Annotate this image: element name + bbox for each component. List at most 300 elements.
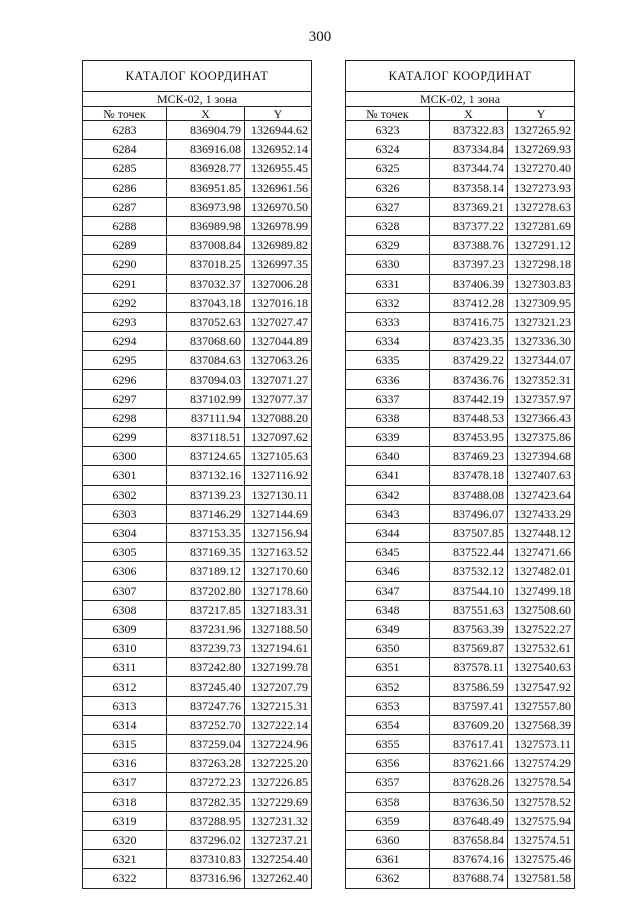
y-coordinate-cell: 1327063.26 xyxy=(245,351,312,370)
table-row xyxy=(346,428,575,447)
y-coordinate-cell: 1327407.63 xyxy=(508,466,575,485)
x-coordinate-cell: 837628.26 xyxy=(430,773,508,792)
table-row xyxy=(346,562,575,581)
x-coordinate-cell: 837416.75 xyxy=(430,312,508,331)
point-number-cell: 6349 xyxy=(346,619,430,638)
point-number-cell: 6332 xyxy=(346,293,430,312)
point-number-cell: 6342 xyxy=(346,485,430,504)
point-number-cell: 6319 xyxy=(83,811,167,830)
point-number-cell: 6336 xyxy=(346,370,430,389)
y-coordinate-cell: 1327163.52 xyxy=(245,543,312,562)
x-coordinate-cell: 837586.59 xyxy=(430,677,508,696)
x-coordinate-cell: 837442.19 xyxy=(430,389,508,408)
table-row xyxy=(83,466,312,485)
y-coordinate-cell: 1327130.11 xyxy=(245,485,312,504)
table-row xyxy=(346,543,575,562)
x-coordinate-cell: 837636.50 xyxy=(430,792,508,811)
point-number-cell: 6312 xyxy=(83,677,167,696)
table-row xyxy=(83,830,312,849)
point-number-cell: 6362 xyxy=(346,869,430,888)
x-coordinate-cell: 837084.63 xyxy=(167,351,245,370)
table-row xyxy=(83,504,312,523)
x-coordinate-cell: 837688.74 xyxy=(430,869,508,888)
table-row xyxy=(83,696,312,715)
point-number-cell: 6334 xyxy=(346,332,430,351)
y-coordinate-cell: 1327557.80 xyxy=(508,696,575,715)
point-number-cell: 6339 xyxy=(346,428,430,447)
point-number-cell: 6338 xyxy=(346,408,430,427)
table-row xyxy=(83,370,312,389)
y-coordinate-cell: 1327309.95 xyxy=(508,293,575,312)
header-y: Y xyxy=(245,107,312,121)
y-coordinate-cell: 1327581.58 xyxy=(508,869,575,888)
y-coordinate-cell: 1327423.64 xyxy=(508,485,575,504)
point-number-cell: 6347 xyxy=(346,581,430,600)
x-coordinate-cell: 836928.77 xyxy=(167,159,245,178)
point-number-cell: 6343 xyxy=(346,504,430,523)
y-coordinate-cell: 1327222.14 xyxy=(245,715,312,734)
point-number-cell: 6309 xyxy=(83,619,167,638)
x-coordinate-cell: 837118.51 xyxy=(167,428,245,447)
header-point-number: № точек xyxy=(83,107,167,121)
y-coordinate-cell: 1327547.92 xyxy=(508,677,575,696)
y-coordinate-cell: 1326989.82 xyxy=(245,236,312,255)
x-coordinate-cell: 837282.35 xyxy=(167,792,245,811)
y-coordinate-cell: 1327574.29 xyxy=(508,754,575,773)
x-coordinate-cell: 837397.23 xyxy=(430,255,508,274)
point-number-cell: 6301 xyxy=(83,466,167,485)
point-number-cell: 6333 xyxy=(346,312,430,331)
x-coordinate-cell: 837043.18 xyxy=(167,293,245,312)
table-row xyxy=(346,619,575,638)
point-number-cell: 6306 xyxy=(83,562,167,581)
catalog-body xyxy=(83,121,312,889)
y-coordinate-cell: 1327568.39 xyxy=(508,715,575,734)
header-x: X xyxy=(430,107,508,121)
x-coordinate-cell: 837068.60 xyxy=(167,332,245,351)
point-number-cell: 6353 xyxy=(346,696,430,715)
point-number-cell: 6359 xyxy=(346,811,430,830)
point-number-cell: 6324 xyxy=(346,140,430,159)
y-coordinate-cell: 1327270.40 xyxy=(508,159,575,178)
point-number-cell: 6340 xyxy=(346,447,430,466)
x-coordinate-cell: 837202.80 xyxy=(167,581,245,600)
y-coordinate-cell: 1327352.31 xyxy=(508,370,575,389)
table-row xyxy=(346,447,575,466)
x-coordinate-cell: 837153.35 xyxy=(167,523,245,542)
y-coordinate-cell: 1327336.30 xyxy=(508,332,575,351)
table-row xyxy=(83,332,312,351)
point-number-cell: 6287 xyxy=(83,197,167,216)
table-row xyxy=(83,581,312,600)
x-coordinate-cell: 836904.79 xyxy=(167,121,245,140)
x-coordinate-cell: 837259.04 xyxy=(167,735,245,754)
table-row xyxy=(83,274,312,293)
x-coordinate-cell: 837008.84 xyxy=(167,236,245,255)
point-number-cell: 6360 xyxy=(346,830,430,849)
x-coordinate-cell: 837124.65 xyxy=(167,447,245,466)
y-coordinate-cell: 1327144.69 xyxy=(245,504,312,523)
table-row xyxy=(346,389,575,408)
table-row xyxy=(83,850,312,869)
y-coordinate-cell: 1327578.54 xyxy=(508,773,575,792)
table-row xyxy=(83,543,312,562)
point-number-cell: 6295 xyxy=(83,351,167,370)
table-row xyxy=(346,466,575,485)
y-coordinate-cell: 1327229.69 xyxy=(245,792,312,811)
x-coordinate-cell: 837288.95 xyxy=(167,811,245,830)
table-row xyxy=(346,523,575,542)
y-coordinate-cell: 1327573.11 xyxy=(508,735,575,754)
table-row xyxy=(83,677,312,696)
y-coordinate-cell: 1327540.63 xyxy=(508,658,575,677)
y-coordinate-cell: 1327281.69 xyxy=(508,216,575,235)
table-row xyxy=(83,619,312,638)
table-row xyxy=(83,658,312,677)
x-coordinate-cell: 837217.85 xyxy=(167,600,245,619)
table-row xyxy=(83,121,312,140)
table-row xyxy=(83,236,312,255)
table-row xyxy=(83,562,312,581)
table-row xyxy=(83,735,312,754)
table-row xyxy=(346,504,575,523)
table-row xyxy=(346,274,575,293)
x-coordinate-cell: 837488.08 xyxy=(430,485,508,504)
table-row xyxy=(83,869,312,888)
x-coordinate-cell: 836973.98 xyxy=(167,197,245,216)
point-number-cell: 6318 xyxy=(83,792,167,811)
x-coordinate-cell: 837674.16 xyxy=(430,850,508,869)
x-coordinate-cell: 837453.95 xyxy=(430,428,508,447)
y-coordinate-cell: 1326955.45 xyxy=(245,159,312,178)
y-coordinate-cell: 1327262.40 xyxy=(245,869,312,888)
point-number-cell: 6351 xyxy=(346,658,430,677)
table-row xyxy=(83,523,312,542)
coordinate-system-label: МСК-02, 1 зона xyxy=(83,92,312,107)
point-number-cell: 6328 xyxy=(346,216,430,235)
y-coordinate-cell: 1326961.56 xyxy=(245,178,312,197)
x-coordinate-cell: 837369.21 xyxy=(430,197,508,216)
point-number-cell: 6361 xyxy=(346,850,430,869)
table-row xyxy=(83,408,312,427)
x-coordinate-cell: 837189.12 xyxy=(167,562,245,581)
table-row xyxy=(346,715,575,734)
point-number-cell: 6322 xyxy=(83,869,167,888)
y-coordinate-cell: 1326952.14 xyxy=(245,140,312,159)
x-coordinate-cell: 837111.94 xyxy=(167,408,245,427)
header-x: X xyxy=(167,107,245,121)
x-coordinate-cell: 837245.40 xyxy=(167,677,245,696)
point-number-cell: 6314 xyxy=(83,715,167,734)
y-coordinate-cell: 1327097.62 xyxy=(245,428,312,447)
point-number-cell: 6294 xyxy=(83,332,167,351)
point-number-cell: 6299 xyxy=(83,428,167,447)
y-coordinate-cell: 1327291.12 xyxy=(508,236,575,255)
y-coordinate-cell: 1327105.63 xyxy=(245,447,312,466)
x-coordinate-cell: 837621.66 xyxy=(430,754,508,773)
table-row xyxy=(83,255,312,274)
point-number-cell: 6327 xyxy=(346,197,430,216)
x-coordinate-cell: 837532.12 xyxy=(430,562,508,581)
point-number-cell: 6310 xyxy=(83,639,167,658)
y-coordinate-cell: 1327575.94 xyxy=(508,811,575,830)
point-number-cell: 6335 xyxy=(346,351,430,370)
x-coordinate-cell: 837132.16 xyxy=(167,466,245,485)
x-coordinate-cell: 837102.99 xyxy=(167,389,245,408)
y-coordinate-cell: 1327170.60 xyxy=(245,562,312,581)
x-coordinate-cell: 837344.74 xyxy=(430,159,508,178)
y-coordinate-cell: 1327522.27 xyxy=(508,619,575,638)
y-coordinate-cell: 1326970.50 xyxy=(245,197,312,216)
x-coordinate-cell: 837496.07 xyxy=(430,504,508,523)
page-number: 300 xyxy=(308,29,332,45)
table-row xyxy=(83,773,312,792)
table-row xyxy=(83,216,312,235)
point-number-cell: 6320 xyxy=(83,830,167,849)
table-row xyxy=(346,485,575,504)
table-row xyxy=(83,811,312,830)
table-row xyxy=(346,370,575,389)
y-coordinate-cell: 1327194.61 xyxy=(245,639,312,658)
y-coordinate-cell: 1327116.92 xyxy=(245,466,312,485)
table-row xyxy=(83,792,312,811)
x-coordinate-cell: 836951.85 xyxy=(167,178,245,197)
x-coordinate-cell: 836916.08 xyxy=(167,140,245,159)
y-coordinate-cell: 1327071.27 xyxy=(245,370,312,389)
y-coordinate-cell: 1327278.63 xyxy=(508,197,575,216)
x-coordinate-cell: 837597.41 xyxy=(430,696,508,715)
table-row xyxy=(83,197,312,216)
x-coordinate-cell: 837247.76 xyxy=(167,696,245,715)
table-row xyxy=(346,236,575,255)
table-row xyxy=(83,140,312,159)
y-coordinate-cell: 1327044.89 xyxy=(245,332,312,351)
table-row xyxy=(83,178,312,197)
x-coordinate-cell: 837563.39 xyxy=(430,619,508,638)
table-row xyxy=(346,600,575,619)
y-coordinate-cell: 1327199.78 xyxy=(245,658,312,677)
table-row xyxy=(346,197,575,216)
y-coordinate-cell: 1327508.60 xyxy=(508,600,575,619)
coordinate-catalog-table-right xyxy=(345,60,575,889)
x-coordinate-cell: 837252.70 xyxy=(167,715,245,734)
point-number-cell: 6286 xyxy=(83,178,167,197)
y-coordinate-cell: 1327265.92 xyxy=(508,121,575,140)
x-coordinate-cell: 837412.28 xyxy=(430,293,508,312)
y-coordinate-cell: 1326997.35 xyxy=(245,255,312,274)
x-coordinate-cell: 837146.29 xyxy=(167,504,245,523)
table-row xyxy=(83,485,312,504)
point-number-cell: 6307 xyxy=(83,581,167,600)
table-row xyxy=(346,312,575,331)
point-number-cell: 6291 xyxy=(83,274,167,293)
y-coordinate-cell: 1327357.97 xyxy=(508,389,575,408)
x-coordinate-cell: 837578.11 xyxy=(430,658,508,677)
point-number-cell: 6354 xyxy=(346,715,430,734)
table-row xyxy=(346,639,575,658)
x-coordinate-cell: 837018.25 xyxy=(167,255,245,274)
x-coordinate-cell: 837032.37 xyxy=(167,274,245,293)
y-coordinate-cell: 1327471.66 xyxy=(508,543,575,562)
y-coordinate-cell: 1327366.43 xyxy=(508,408,575,427)
y-coordinate-cell: 1327156.94 xyxy=(245,523,312,542)
x-coordinate-cell: 837296.02 xyxy=(167,830,245,849)
table-row xyxy=(83,447,312,466)
x-coordinate-cell: 837507.85 xyxy=(430,523,508,542)
x-coordinate-cell: 837334.84 xyxy=(430,140,508,159)
table-row xyxy=(346,581,575,600)
x-coordinate-cell: 837310.83 xyxy=(167,850,245,869)
table-row xyxy=(83,159,312,178)
point-number-cell: 6289 xyxy=(83,236,167,255)
table-row xyxy=(346,255,575,274)
y-coordinate-cell: 1327532.61 xyxy=(508,639,575,658)
y-coordinate-cell: 1327207.79 xyxy=(245,677,312,696)
x-coordinate-cell: 837569.87 xyxy=(430,639,508,658)
x-coordinate-cell: 837377.22 xyxy=(430,216,508,235)
x-coordinate-cell: 837544.10 xyxy=(430,581,508,600)
x-coordinate-cell: 836989.98 xyxy=(167,216,245,235)
table-row xyxy=(346,140,575,159)
point-number-cell: 6297 xyxy=(83,389,167,408)
y-coordinate-cell: 1327224.96 xyxy=(245,735,312,754)
point-number-cell: 6305 xyxy=(83,543,167,562)
x-coordinate-cell: 837242.80 xyxy=(167,658,245,677)
y-coordinate-cell: 1327215.31 xyxy=(245,696,312,715)
point-number-cell: 6311 xyxy=(83,658,167,677)
point-number-cell: 6325 xyxy=(346,159,430,178)
table-row xyxy=(83,600,312,619)
y-coordinate-cell: 1327433.29 xyxy=(508,504,575,523)
x-coordinate-cell: 837358.14 xyxy=(430,178,508,197)
y-coordinate-cell: 1326978.99 xyxy=(245,216,312,235)
x-coordinate-cell: 837551.63 xyxy=(430,600,508,619)
y-coordinate-cell: 1327298.18 xyxy=(508,255,575,274)
header-y: Y xyxy=(508,107,575,121)
point-number-cell: 6330 xyxy=(346,255,430,274)
y-coordinate-cell: 1327231.32 xyxy=(245,811,312,830)
x-coordinate-cell: 837388.76 xyxy=(430,236,508,255)
point-number-cell: 6326 xyxy=(346,178,430,197)
point-number-cell: 6348 xyxy=(346,600,430,619)
x-coordinate-cell: 837429.22 xyxy=(430,351,508,370)
point-number-cell: 6329 xyxy=(346,236,430,255)
table-row xyxy=(83,715,312,734)
x-coordinate-cell: 837094.03 xyxy=(167,370,245,389)
point-number-cell: 6300 xyxy=(83,447,167,466)
x-coordinate-cell: 837522.44 xyxy=(430,543,508,562)
point-number-cell: 6315 xyxy=(83,735,167,754)
x-coordinate-cell: 837617.41 xyxy=(430,735,508,754)
table-row xyxy=(346,351,575,370)
point-number-cell: 6346 xyxy=(346,562,430,581)
table-row xyxy=(346,677,575,696)
x-coordinate-cell: 837316.96 xyxy=(167,869,245,888)
point-number-cell: 6298 xyxy=(83,408,167,427)
y-coordinate-cell: 1327027.47 xyxy=(245,312,312,331)
point-number-cell: 6345 xyxy=(346,543,430,562)
x-coordinate-cell: 837239.73 xyxy=(167,639,245,658)
y-coordinate-cell: 1327225.20 xyxy=(245,754,312,773)
table-row xyxy=(346,735,575,754)
table-row xyxy=(346,696,575,715)
table-row xyxy=(346,408,575,427)
y-coordinate-cell: 1327448.12 xyxy=(508,523,575,542)
x-coordinate-cell: 837322.83 xyxy=(430,121,508,140)
y-coordinate-cell: 1327499.18 xyxy=(508,581,575,600)
x-coordinate-cell: 837448.53 xyxy=(430,408,508,427)
table-row xyxy=(346,658,575,677)
header-point-number: № точек xyxy=(346,107,430,121)
table-row xyxy=(83,351,312,370)
x-coordinate-cell: 837423.35 xyxy=(430,332,508,351)
y-coordinate-cell: 1327178.60 xyxy=(245,581,312,600)
y-coordinate-cell: 1327578.52 xyxy=(508,792,575,811)
point-number-cell: 6296 xyxy=(83,370,167,389)
y-coordinate-cell: 1327269.93 xyxy=(508,140,575,159)
x-coordinate-cell: 837406.39 xyxy=(430,274,508,293)
x-coordinate-cell: 837052.63 xyxy=(167,312,245,331)
point-number-cell: 6316 xyxy=(83,754,167,773)
point-number-cell: 6285 xyxy=(83,159,167,178)
table-row xyxy=(346,216,575,235)
point-number-cell: 6308 xyxy=(83,600,167,619)
table-row xyxy=(83,293,312,312)
y-coordinate-cell: 1327574.51 xyxy=(508,830,575,849)
point-number-cell: 6357 xyxy=(346,773,430,792)
point-number-cell: 6317 xyxy=(83,773,167,792)
y-coordinate-cell: 1327183.31 xyxy=(245,600,312,619)
x-coordinate-cell: 837169.35 xyxy=(167,543,245,562)
y-coordinate-cell: 1327321.23 xyxy=(508,312,575,331)
y-coordinate-cell: 1327575.46 xyxy=(508,850,575,869)
y-coordinate-cell: 1327006.28 xyxy=(245,274,312,293)
coordinate-catalog-table-left xyxy=(82,60,312,889)
y-coordinate-cell: 1327375.86 xyxy=(508,428,575,447)
table-row xyxy=(346,178,575,197)
coordinate-system-label: МСК-02, 1 зона xyxy=(346,92,575,107)
x-coordinate-cell: 837436.76 xyxy=(430,370,508,389)
point-number-cell: 6293 xyxy=(83,312,167,331)
table-row xyxy=(346,754,575,773)
table-row xyxy=(346,159,575,178)
point-number-cell: 6283 xyxy=(83,121,167,140)
point-number-cell: 6313 xyxy=(83,696,167,715)
y-coordinate-cell: 1327188.50 xyxy=(245,619,312,638)
x-coordinate-cell: 837139.23 xyxy=(167,485,245,504)
point-number-cell: 6352 xyxy=(346,677,430,696)
y-coordinate-cell: 1327303.83 xyxy=(508,274,575,293)
catalog-title: КАТАЛОГ КООРДИНАТ xyxy=(346,61,575,92)
table-row xyxy=(83,428,312,447)
point-number-cell: 6344 xyxy=(346,523,430,542)
catalog-body xyxy=(346,121,575,889)
y-coordinate-cell: 1327016.18 xyxy=(245,293,312,312)
table-row xyxy=(346,121,575,140)
y-coordinate-cell: 1327344.07 xyxy=(508,351,575,370)
x-coordinate-cell: 837272.23 xyxy=(167,773,245,792)
table-row xyxy=(346,332,575,351)
y-coordinate-cell: 1327237.21 xyxy=(245,830,312,849)
table-row xyxy=(346,811,575,830)
y-coordinate-cell: 1327226.85 xyxy=(245,773,312,792)
x-coordinate-cell: 837609.20 xyxy=(430,715,508,734)
table-row xyxy=(346,850,575,869)
point-number-cell: 6288 xyxy=(83,216,167,235)
point-number-cell: 6355 xyxy=(346,735,430,754)
point-number-cell: 6290 xyxy=(83,255,167,274)
table-row xyxy=(83,754,312,773)
